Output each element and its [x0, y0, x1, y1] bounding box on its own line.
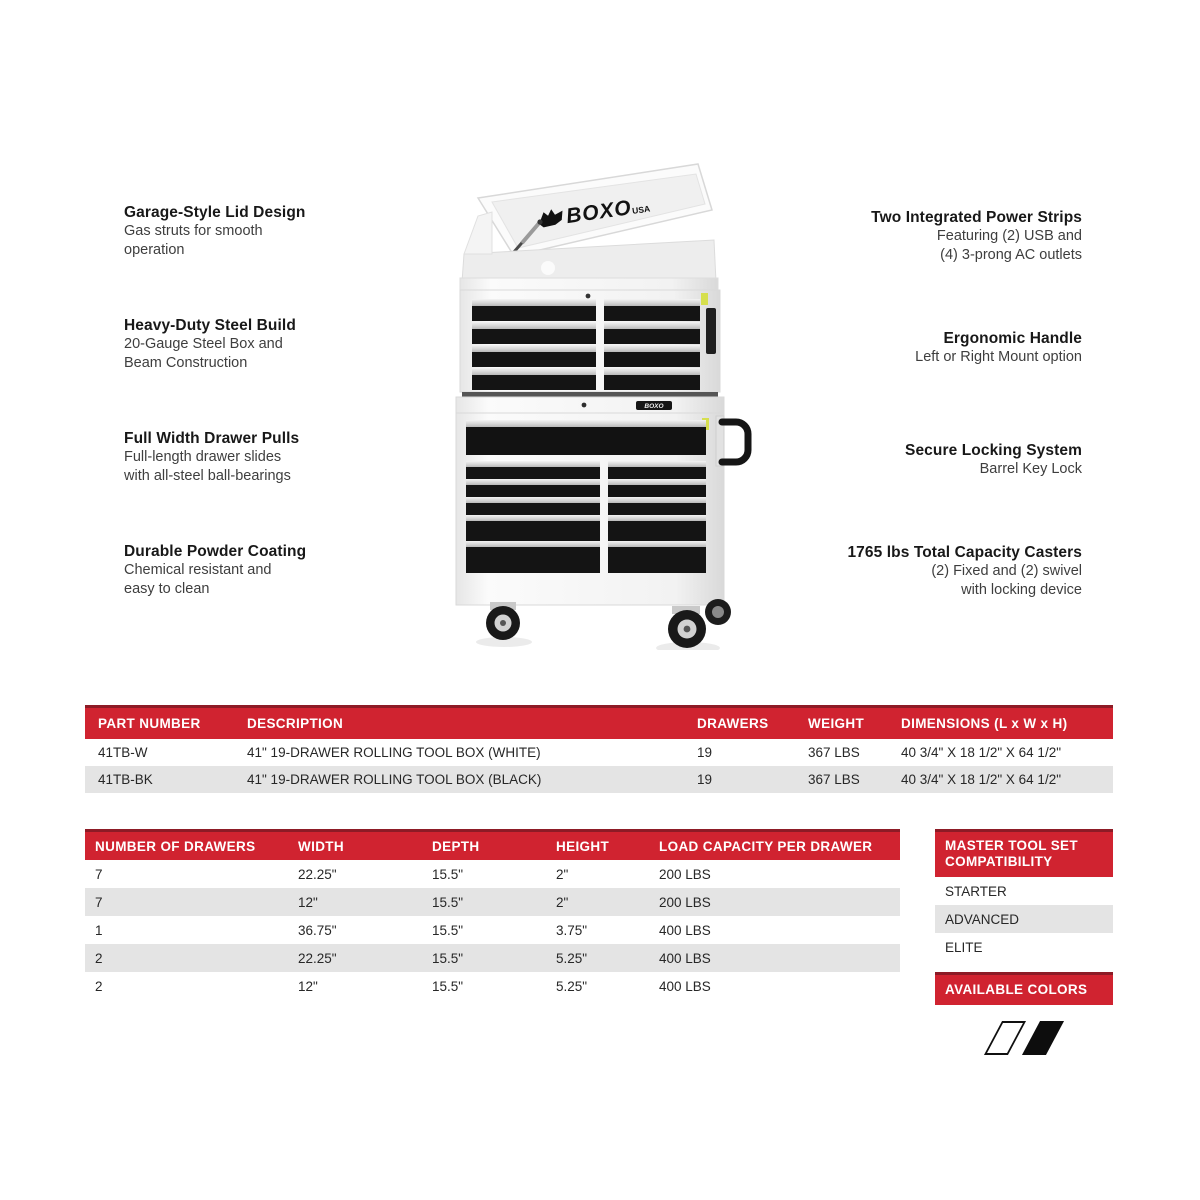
col-dimensions: DIMENSIONS (L x W x H) [901, 716, 1068, 731]
cell-height: 2" [556, 866, 569, 882]
cell-depth: 15.5" [432, 922, 464, 938]
side-handle [716, 416, 748, 466]
col-load-capacity: LOAD CAPACITY PER DRAWER [659, 838, 873, 854]
brand-suffix-text: USA [631, 203, 651, 216]
feature-line: Chemical resistant and [124, 562, 272, 578]
cell-load: 200 LBS [659, 866, 711, 882]
feature-title: Ergonomic Handle [943, 330, 1082, 347]
cell-depth: 15.5" [432, 978, 464, 994]
cell-depth: 15.5" [432, 950, 464, 966]
cabinet-drawers-right [608, 461, 706, 573]
chest-cabinet-seam [462, 392, 718, 397]
cell-part-number: 41TB-BK [98, 772, 153, 787]
cabinet-top-rail [456, 397, 724, 413]
brand-plate-text: BOXO [644, 403, 664, 410]
col-part-number: PART NUMBER [98, 716, 201, 731]
cell-count: 7 [95, 866, 103, 882]
drawer-table-header [85, 829, 900, 860]
feature-powder-coating [124, 542, 414, 599]
cell-dimensions: 40 3/4" X 18 1/2" X 64 1/2" [901, 772, 1061, 787]
top-chest [460, 290, 720, 392]
feature-line: (2) Fixed and (2) swivel [931, 563, 1082, 579]
cell-width: 36.75" [298, 922, 337, 938]
available-colors-header: AVAILABLE COLORS [935, 972, 1113, 1005]
cell-drawers: 19 [697, 772, 713, 787]
cell-height: 5.25" [556, 978, 588, 994]
table-row [85, 860, 900, 888]
feature-line: easy to clean [124, 580, 210, 597]
feature-title: Garage-Style Lid Design [124, 204, 306, 221]
feature-line: (4) 3-prong AC outlets [940, 246, 1082, 263]
feature-title: Two Integrated Power Strips [871, 209, 1082, 226]
cell-height: 3.75" [556, 922, 588, 938]
feature-line: with all-steel ball-bearings [124, 467, 291, 484]
color-swatches [935, 1021, 1113, 1055]
table-row [85, 888, 900, 916]
cell-load: 400 LBS [659, 922, 711, 938]
cell-description: 41" 19-DRAWER ROLLING TOOL BOX (BLACK) [247, 772, 542, 787]
feature-steel-build [124, 316, 414, 373]
cell-weight: 367 LBS [808, 745, 860, 760]
feature-line: Left or Right Mount option [915, 349, 1082, 365]
cell-count: 1 [95, 922, 103, 938]
compatibility-item-elite: ELITE [945, 939, 983, 955]
table-row [85, 739, 1113, 766]
col-depth: DEPTH [432, 838, 480, 854]
spec-table [85, 705, 1113, 793]
cell-width: 12" [298, 978, 318, 994]
feature-line: Full-length drawer slides [124, 449, 282, 465]
feature-title: Full Width Drawer Pulls [124, 430, 300, 447]
feature-line: 20-Gauge Steel Box and [124, 336, 283, 352]
black-color-swatch [1022, 1021, 1064, 1055]
table-row [85, 972, 900, 1000]
cell-count: 2 [95, 950, 103, 966]
cabinet-drawers-left [466, 461, 600, 573]
col-number-of-drawers: NUMBER OF DRAWERS [95, 838, 256, 854]
feature-line: Beam Construction [124, 354, 248, 371]
feature-title: Secure Locking System [905, 442, 1082, 459]
cell-load: 400 LBS [659, 950, 711, 966]
compatibility-item-advanced: ADVANCED [935, 905, 1113, 933]
bottom-cabinet [456, 413, 724, 605]
feature-line: Barrel Key Lock [979, 461, 1082, 477]
feature-locking-system [792, 441, 1082, 479]
feature-title: Durable Powder Coating [124, 543, 307, 560]
cell-depth: 15.5" [432, 894, 464, 910]
cell-weight: 367 LBS [808, 772, 860, 787]
feature-garage-lid [124, 203, 414, 260]
spec-table-header [85, 705, 1113, 739]
cell-part-number: 41TB-W [98, 745, 148, 760]
compatibility-title-line2: COMPATIBILITY [945, 854, 1053, 869]
table-row [85, 916, 900, 944]
compatibility-item-starter: STARTER [945, 883, 1007, 899]
sidebar [935, 829, 1113, 1055]
white-color-swatch [984, 1021, 1026, 1055]
cell-load: 200 LBS [659, 894, 711, 910]
product-image [450, 150, 770, 650]
feature-title: Heavy-Duty Steel Build [124, 317, 296, 334]
table-row [85, 766, 1113, 793]
col-weight: WEIGHT [808, 716, 865, 731]
table-row [85, 944, 900, 972]
cell-width: 22.25" [298, 866, 337, 882]
cell-count: 2 [95, 978, 103, 994]
cell-height: 2" [556, 894, 569, 910]
compatibility-title-line1: MASTER TOOL SET [945, 838, 1079, 853]
feature-line: Gas struts for smooth [124, 223, 263, 239]
cell-height: 5.25" [556, 950, 588, 966]
drawer-table [85, 829, 900, 1000]
cell-load: 400 LBS [659, 978, 711, 994]
cell-width: 22.25" [298, 950, 337, 966]
cell-depth: 15.5" [432, 866, 464, 882]
feature-ergonomic-handle [792, 329, 1082, 367]
casters [476, 599, 731, 650]
feature-casters [792, 543, 1082, 600]
cell-count: 7 [95, 894, 103, 910]
feature-drawer-pulls [124, 429, 414, 486]
col-height: HEIGHT [556, 838, 610, 854]
feature-line: with locking device [961, 581, 1082, 598]
feature-title: 1765 lbs Total Capacity Casters [847, 544, 1082, 561]
feature-line: Featuring (2) USB and [936, 228, 1082, 244]
col-width: WIDTH [298, 838, 344, 854]
cell-dimensions: 40 3/4" X 18 1/2" X 64 1/2" [901, 745, 1061, 760]
feature-power-strips [792, 208, 1082, 265]
cell-description: 41" 19-DRAWER ROLLING TOOL BOX (WHITE) [247, 745, 541, 760]
col-drawers: DRAWERS [697, 716, 769, 731]
brand-text: BOXO [564, 196, 634, 229]
cell-drawers: 19 [697, 745, 713, 760]
feature-line: operation [124, 241, 185, 258]
compatibility-header [935, 829, 1113, 877]
cell-width: 12" [298, 894, 318, 910]
col-description: DESCRIPTION [247, 716, 344, 731]
